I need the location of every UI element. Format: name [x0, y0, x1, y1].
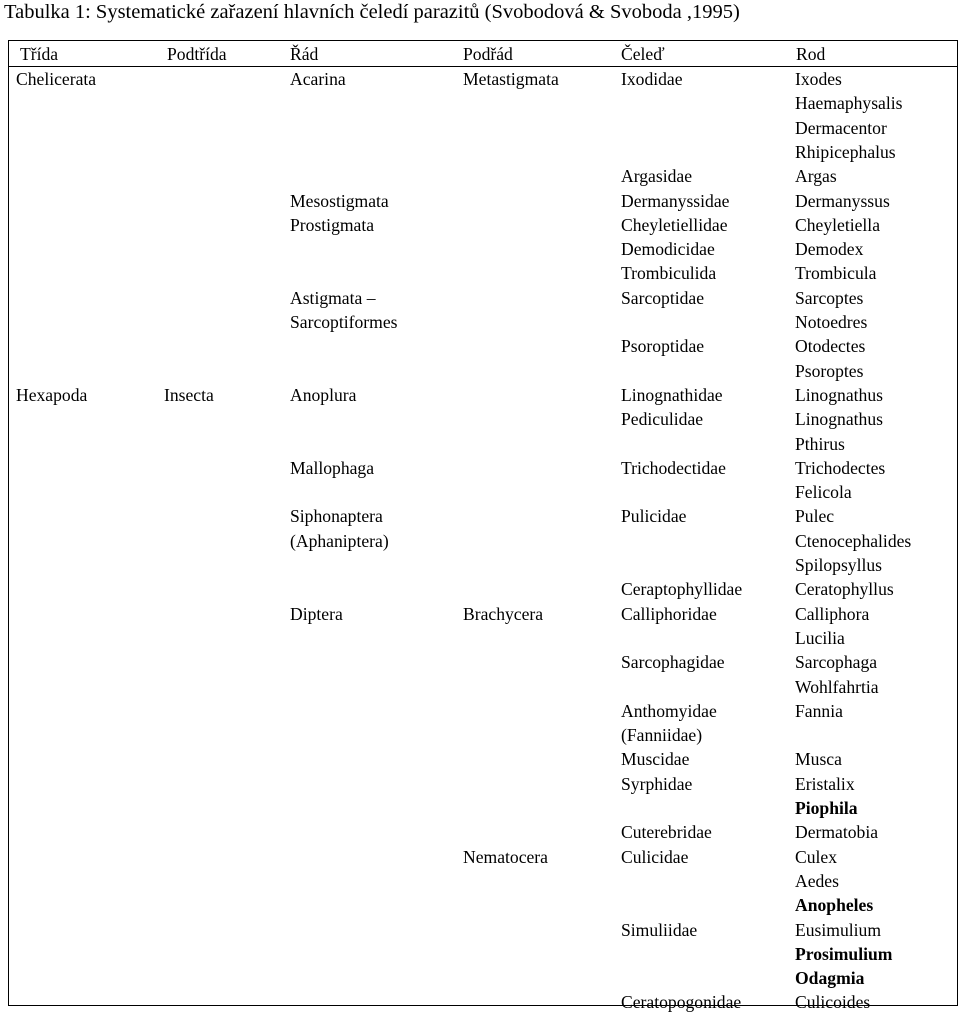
table-cell-celed: (Fanniidae): [621, 725, 703, 746]
table-cell-celed: Trombiculida: [621, 263, 717, 284]
table-cell-rod: Haemaphysalis: [795, 93, 903, 114]
table-cell-rod: Anopheles: [795, 895, 874, 916]
taxonomy-table: [8, 40, 958, 1013]
table-cell-celed: Ceratopogonidae: [621, 992, 742, 1013]
table-cell-rod: Pulec: [795, 506, 835, 527]
table-cell-rod: Dermacentor: [795, 117, 887, 138]
table-cell-rod: Culex: [795, 846, 838, 867]
table-cell-rad: Prostigmata: [290, 214, 375, 235]
table-cell-rod: Trichodectes: [795, 457, 886, 478]
table-cell-rod: Pthirus: [795, 433, 845, 454]
table-cell-celed: Calliphoridae: [621, 603, 717, 624]
table-cell-rod: Eristalix: [795, 773, 855, 794]
table-cell-celed: Culicidae: [621, 846, 689, 867]
table-cell-rod: Cheyletiella: [795, 214, 881, 235]
table-cell-rod: Linognathus: [795, 409, 883, 430]
table-cell-celed: Muscidae: [621, 749, 690, 770]
table-cell-rod: Dermatobia: [795, 822, 879, 843]
table-cell-rod: Ceratophyllus: [795, 579, 894, 600]
table-cell-rod: Rhipicephalus: [795, 141, 896, 162]
table-cell-celed: Argasidae: [621, 166, 693, 187]
table-cell-rod: Spilopsyllus: [795, 555, 883, 575]
table-cell-celed: Sarcophagidae: [621, 652, 725, 673]
column-header-podtrida: Podtřída: [167, 44, 227, 64]
table-caption: Tabulka 1: Systematické zařazení hlavních čeledí parazitů (Svobodová & Svoboda ,1995): [4, 1, 740, 23]
table-cell-rod: Fannia: [795, 700, 843, 721]
table-cell-rod: Psoroptes: [795, 360, 864, 381]
table-cell-rod: Musca: [795, 749, 842, 770]
table-cell-celed: Ixodidae: [621, 69, 683, 89]
table-cell-celed: Cuterebridae: [621, 822, 712, 843]
table-cell-rad: Mesostigmata: [290, 190, 389, 211]
table-cell-rod: Wohlfahrtia: [795, 676, 879, 697]
table-cell-celed: Simuliidae: [621, 919, 698, 940]
table-cell-rad: Siphonaptera: [290, 506, 383, 527]
table-cell-rod: Calliphora: [795, 603, 870, 624]
table-cell-rad: Mallophaga: [290, 457, 375, 478]
column-header-trida: Třída: [20, 44, 59, 64]
table-cell-rod: Piophila: [795, 798, 858, 818]
table-cell-rad: Acarina: [290, 69, 346, 89]
column-header-podrad: Podřád: [463, 44, 513, 64]
table-cell-rod: Otodectes: [795, 336, 866, 357]
table-cell-rod: Ixodes: [795, 69, 842, 89]
table-cell-rod: Demodex: [795, 239, 864, 260]
table-cell-celed: Dermanyssidae: [621, 190, 730, 211]
table-cell-celed: Psoroptidae: [621, 336, 705, 357]
table-cell-rod: Lucilia: [795, 627, 845, 648]
table-cell-rod: Prosimulium: [795, 943, 893, 964]
table-cell-podrad: Metastigmata: [463, 69, 559, 89]
table-cell-rod: Linognathus: [795, 384, 883, 405]
table-cell-celed: Sarcoptidae: [621, 287, 705, 308]
table-cell-trida: Chelicerata: [16, 69, 97, 89]
table-cell-rod: Dermanyssus: [795, 190, 890, 211]
column-header-rod: Rod: [796, 44, 826, 64]
table-cell-celed: Ceraptophyllidae: [621, 579, 743, 600]
table-cell-rod: Sarcophaga: [795, 652, 878, 673]
table-cell-rod: Aedes: [795, 870, 839, 891]
table-cell-rad: (Aphaniptera): [290, 530, 389, 551]
table-cell-celed: Pediculidae: [621, 409, 704, 430]
table-cell-podrad: Brachycera: [463, 603, 544, 624]
table-cell-rod: Argas: [795, 166, 837, 187]
table-cell-celed: Trichodectidae: [621, 457, 726, 478]
table-cell-celed: Linognathidae: [621, 384, 723, 405]
table-cell-celed: Pulicidae: [621, 506, 687, 527]
table-cell-rod: Culicoides: [795, 992, 871, 1013]
table-cell-celed: Anthomyidae: [621, 700, 717, 721]
table-cell-rod: Felicola: [795, 482, 852, 503]
table-cell-rod: Eusimulium: [795, 919, 882, 940]
table-cell-celed: Demodicidae: [621, 239, 715, 260]
table-cell-trida: Hexapoda: [16, 384, 88, 405]
column-header-rad: Řád: [290, 44, 319, 64]
table-cell-celed: Syrphidae: [621, 773, 693, 794]
table-cell-rad: Astigmata –: [290, 287, 376, 308]
table-cell-rad: Diptera: [290, 603, 343, 624]
table-cell-rod: Sarcoptes: [795, 287, 864, 308]
table-cell-rad: Anoplura: [290, 384, 357, 405]
table-cell-rad: Sarcoptiformes: [290, 312, 398, 332]
table-cell-podtrida: Insecta: [164, 384, 214, 405]
table-header-row: [9, 41, 957, 67]
table-cell-celed: Cheyletiellidae: [621, 214, 728, 235]
table-cell-rod: Odagmia: [795, 968, 865, 989]
table-cell-rod: Trombicula: [795, 263, 877, 284]
table-cell-podrad: Nematocera: [463, 846, 548, 867]
table-cell-rod: Notoedres: [795, 312, 868, 332]
column-header-celed: Čeleď: [621, 44, 665, 64]
table-cell-rod: Ctenocephalides: [795, 530, 912, 551]
